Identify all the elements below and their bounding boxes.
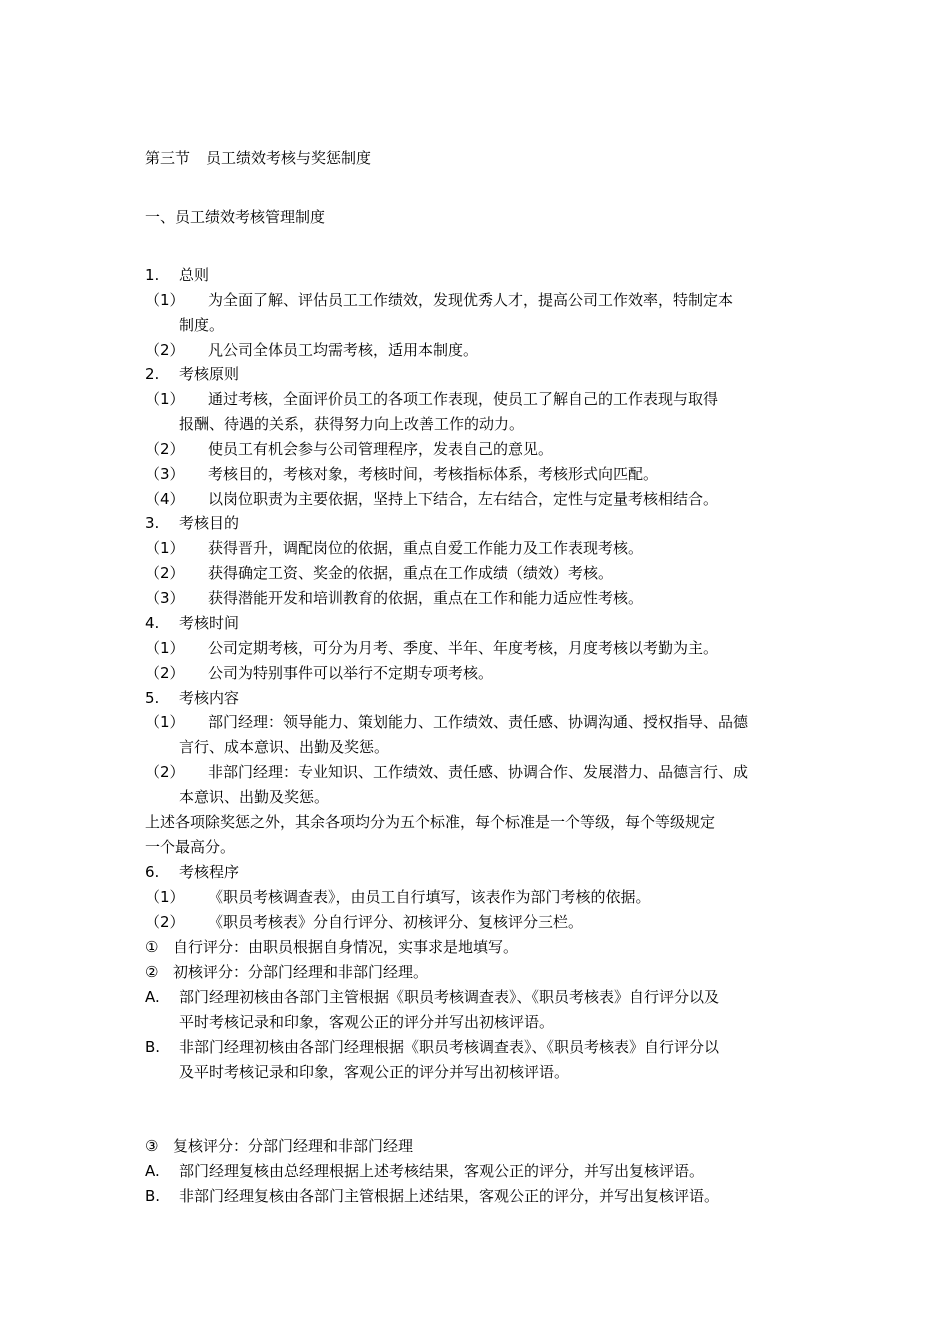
lettered-item: B. 非部门经理初核由各部门经理根据《职员考核调查表》、《职员考核表》自行评分以 (145, 1038, 720, 1056)
lettered-item: A. 部门经理复核由总经理根据上述考核结果，客观公正的评分，并写出复核评语。 (145, 1162, 705, 1180)
list-item: （2） 公司为特别事件可以举行不定期专项考核。 (145, 664, 494, 682)
list-item: （1） 为全面了解、评估员工工作绩效，发现优秀人才，提高公司工作效率，特制定本 (145, 291, 734, 309)
section-6-heading: 6. 考核程序 (145, 863, 240, 881)
list-item: （3） 考核目的，考核对象，考核时间，考核指标体系，考核形式向匹配。 (145, 465, 659, 483)
section-4-heading: 4. 考核时间 (145, 614, 240, 632)
note-paragraph-continuation: 一个最高分。 (145, 838, 236, 856)
lettered-item-continuation: 平时考核记录和印象，客观公正的评分并写出初核评语。 (179, 1013, 555, 1031)
section-label: 第三节 (145, 149, 191, 167)
section-3-heading: 3. 考核目的 (145, 514, 240, 532)
circled-item: ② 初核评分：分部门经理和非部门经理。 (145, 963, 429, 981)
circled-item: ① 自行评分：由职员根据自身情况，实事求是地填写。 (145, 938, 519, 956)
list-item: （2） 使员工有机会参与公司管理程序，发表自己的意见。 (145, 440, 554, 458)
list-item: （2） 《职员考核表》分自行评分、初核评分、复核评分三栏。 (145, 913, 584, 931)
list-item-continuation: 制度。 (179, 316, 225, 334)
list-item: （2） 凡公司全体员工均需考核，适用本制度。 (145, 341, 479, 359)
list-item: （2） 获得确定工资、奖金的依据，重点在工作成绩（绩效）考核。 (145, 564, 614, 582)
list-item: （4） 以岗位职责为主要依据，坚持上下结合，左右结合，定性与定量考核相结合。 (145, 490, 719, 508)
section-2-heading: 2. 考核原则 (145, 365, 240, 383)
section-title-text: 员工绩效考核与奖惩制度 (206, 149, 372, 167)
list-item: （1） 获得晋升，调配岗位的依据，重点自爱工作能力及工作表现考核。 (145, 539, 644, 557)
list-item: （2） 非部门经理：专业知识、工作绩效、责任感、协调合作、发展潜力、品德言行、成 (145, 763, 749, 781)
lettered-item-continuation: 及平时考核记录和印象，客观公正的评分并写出初核评语。 (179, 1063, 570, 1081)
list-item: （1） 通过考核，全面评价员工的各项工作表现，使员工了解自己的工作表现与取得 (145, 390, 719, 408)
list-item: （1） 《职员考核调查表》，由员工自行填写，该表作为部门考核的依据。 (145, 888, 651, 906)
list-item-continuation: 言行、成本意识、出勤及奖惩。 (179, 738, 390, 756)
list-item: （1） 部门经理：领导能力、策划能力、工作绩效、责任感、协调沟通、授权指导、品德 (145, 713, 749, 731)
circled-item: ③ 复核评分：分部门经理和非部门经理 (145, 1137, 414, 1155)
section-5-heading: 5. 考核内容 (145, 689, 240, 707)
list-item: （1） 公司定期考核，可分为月考、季度、半年、年度考核，月度考核以考勤为主。 (145, 639, 719, 657)
chapter-heading: 一、员工绩效考核管理制度 (145, 208, 326, 226)
list-item-continuation: 本意识、出勤及奖惩。 (179, 788, 330, 806)
note-paragraph: 上述各项除奖惩之外，其余各项均分为五个标准，每个标准是一个等级，每个等级规定 (145, 813, 716, 831)
list-item-continuation: 报酬、待遇的关系，获得努力向上改善工作的动力。 (179, 415, 525, 433)
list-item: （3） 获得潜能开发和培训教育的依据，重点在工作和能力适应性考核。 (145, 589, 644, 607)
section-title (145, 148, 371, 168)
lettered-item: A. 部门经理初核由各部门主管根据《职员考核调查表》、《职员考核表》自行评分以及 (145, 988, 720, 1006)
lettered-item: B. 非部门经理复核由各部门主管根据上述结果，客观公正的评分，并写出复核评语。 (145, 1187, 720, 1205)
section-1-heading: 1. 总则 (145, 266, 210, 284)
